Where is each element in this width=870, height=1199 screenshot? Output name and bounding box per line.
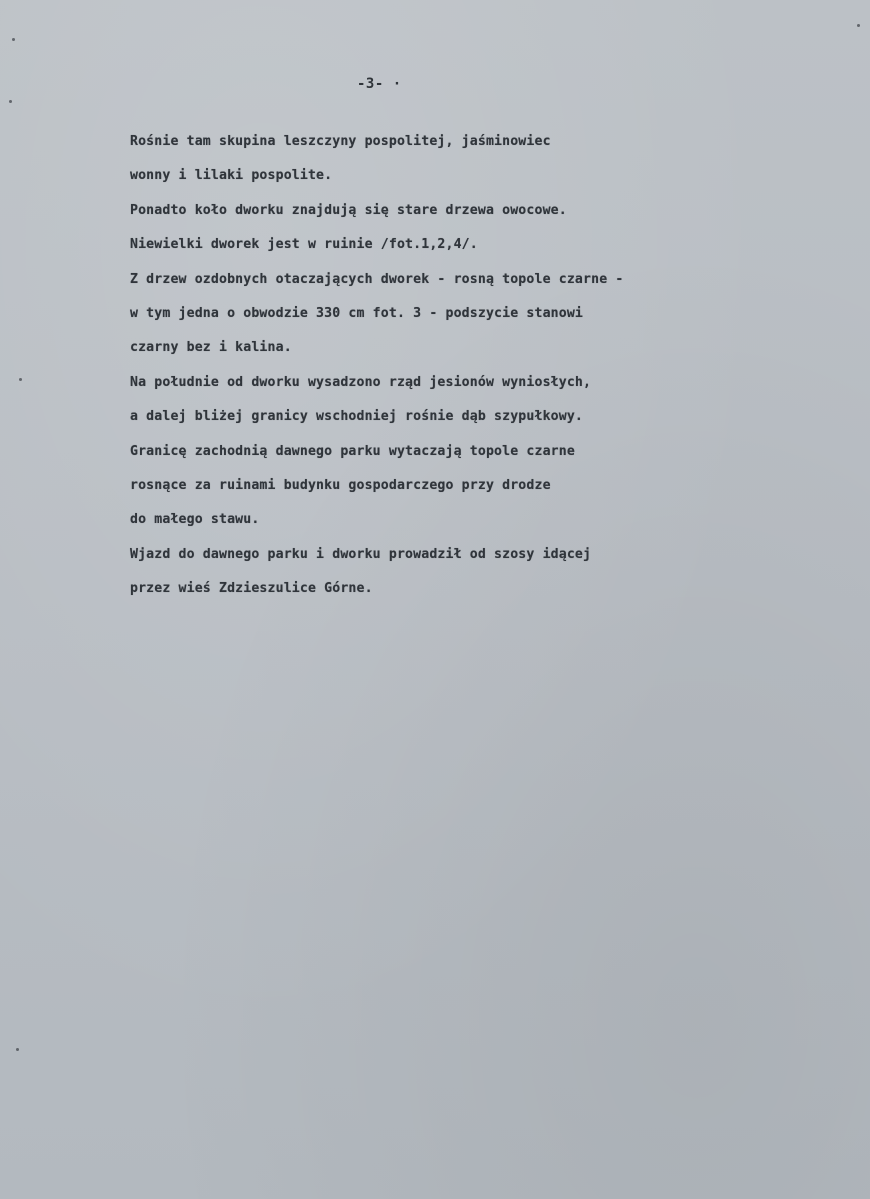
text-line: a dalej bliżej granicy wschodniej rośnie dąb szypułkowy. [130,409,584,425]
text-line: do małego stawu. [130,512,260,528]
text-line: Granicę zachodnią dawnego parku wytaczają topole czarne [130,443,575,459]
text-line: Z drzew ozdobnych otaczających dworek - rosną topole czarne - [130,271,624,287]
text-line: rosnące za ruinami budynku gospodarczego przy drodze [130,477,551,493]
page-number: -3- · [357,76,402,92]
text-line: Ponadto koło dworku znajdują się stare drzewa owocowe. [130,202,567,218]
text-line: czarny bez i kalina. [130,340,292,356]
text-line: Niewielki dworek jest w ruinie /fot.1,2,4/. [130,237,478,253]
text-line: Rośnie tam skupina leszczyny pospolitej, jaśminowiec [130,134,551,149]
paper-speck [19,378,22,381]
paper-speck [857,24,860,27]
body-text [130,132,830,613]
text-line: przez wieś Zdzieszulice Górne. [130,581,373,597]
paper-speck [9,100,12,103]
paper-speck [16,1048,19,1051]
text-line: wonny i lilaki pospolite. [130,168,333,184]
text-line: Wjazd do dawnego parku i dworku prowadził od szosy idącej [130,546,592,562]
paper-speck [12,38,15,41]
text-line: w tym jedna o obwodzie 330 cm fot. 3 - podszycie stanowi [130,305,584,321]
text-line: Na południe od dworku wysadzono rząd jesionów wyniosłych, [130,374,592,390]
